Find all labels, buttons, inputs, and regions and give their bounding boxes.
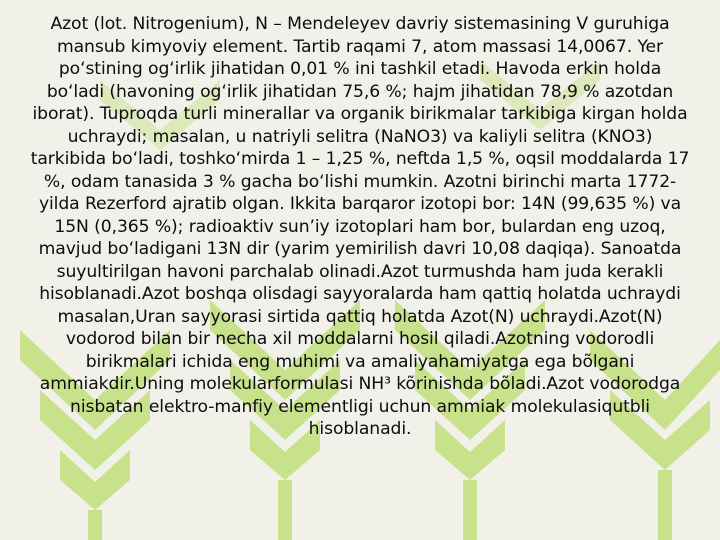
body-text: Azot (lot. Nitrogenium), N – Mendeleyev davriy sistemasining V guruhiga mansub kimyoviy element. Tartib raqami 7, atom massasi 14,0067. Yer poʻstining ogʻirlik jihatidan 0,01 % ini tashkil etadi. Havoda erkin holda boʻladi (havoning ogʻirlik jihatidan 75,6 %; hajm jihatidan 78,9 % azotdan iborat). Tuproqda turli minerallar va organik birikmalar tarkibiga kirgan holda uchraydi; masalan, u natriyli selitra (NaNO3) va kaliyli selitra (KNO3) tarkibida boʻladi, toshkoʻmirda 1 – 1,25 %, neftda 1,5 %, oqsil moddalarda 17 %, odam tanasida 3 % gacha boʻlishi mumkin. Azotni birinchi marta 1772-yilda Rezerford ajratib olgan. Ikkita barqaror izotopi bor: 14N (99,635 %) va 15N (0,365 %); radioaktiv sun’iy izotoplari ham bor, bulardan eng uzoq, mavjud boʻladigani 13N dir (yarim yemirilish davri 10,08 daqiqa). Sanoatda suyultirilgan havoni parchalab olinadi.Azot turmushda ham juda kerakli hisoblanadi.Azot boshqa olisdagi sayyoralarda ham qattiq holatda uchraydi masalan,Uran sayyorasi sirtida qattiq holatda Azot(N) uchraydi.Azot(N) vodorod bilan bir necha xil moddalarni hosil qiladi.Azotning vodorodli birikmalari ichida eng muhimi va amaliyahamiyatga ega bõlgani ammiakdir.Uning molekularformulasi NH³ kõrinishda bõladi.Azot vodorodga nisbatan elektro-manfiy elementligi uchun ammiak molekulasiqutbli hisoblanadi. — [30, 14, 690, 439]
